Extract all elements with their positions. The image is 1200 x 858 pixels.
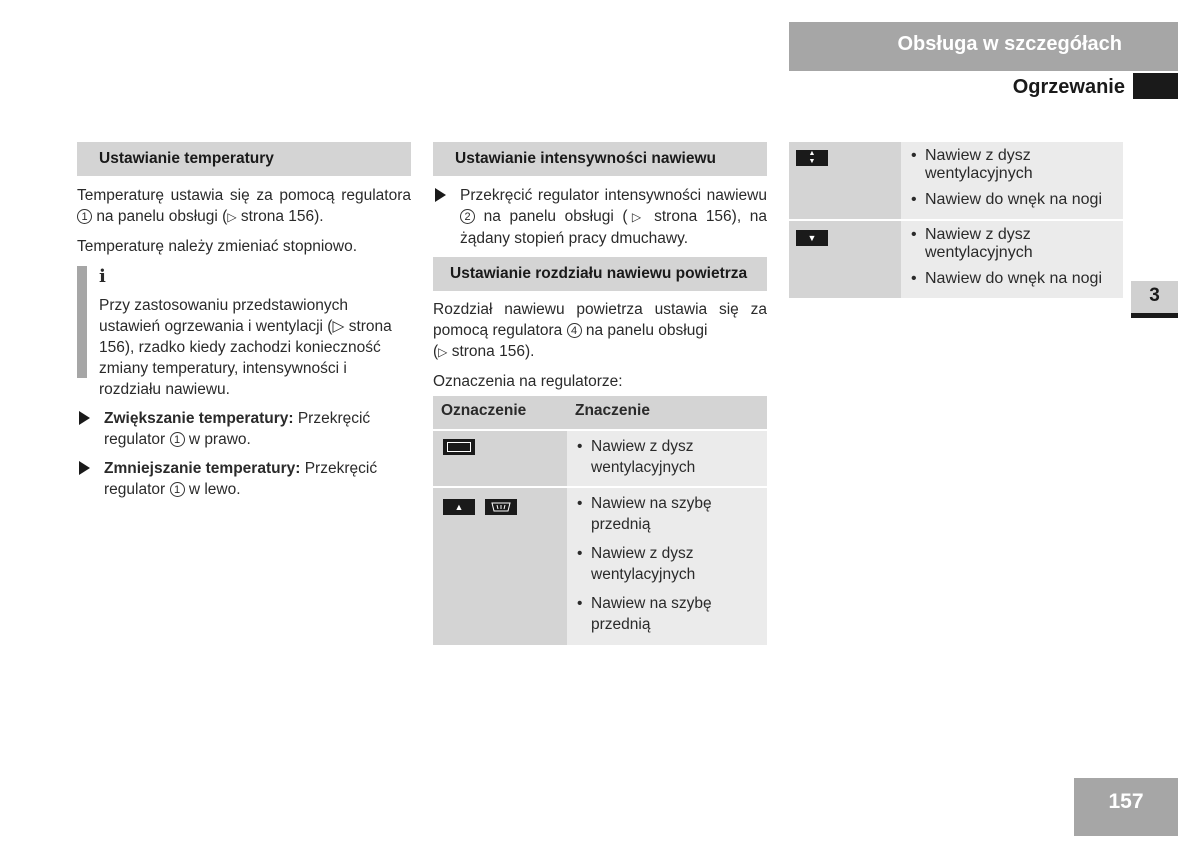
list-item: • Nawiew z dysz wentylacyjnych bbox=[577, 436, 759, 478]
meaning-cell bbox=[567, 430, 767, 487]
windshield-symbol-cell bbox=[433, 487, 567, 645]
control-number-4: 4 bbox=[567, 323, 582, 338]
windshield-defrost-icon bbox=[485, 499, 517, 515]
markings-table bbox=[433, 396, 767, 645]
table-row bbox=[433, 487, 767, 645]
down-arrow-icon: ▼ bbox=[796, 230, 828, 246]
list-item: • Nawiew na szybę przednią bbox=[577, 593, 759, 635]
markings-table-continued bbox=[789, 142, 1123, 298]
meaning-cell bbox=[901, 142, 1123, 220]
control-number-1: 1 bbox=[170, 432, 185, 447]
table-header-marking: Oznaczenie bbox=[433, 396, 567, 430]
step-fan-intensity: Przekręcić regulator intensywności nawiewu 2 na panelu obsługi (▷ strona 156), na żądany stopień pracy dmuchawy. bbox=[433, 185, 767, 249]
page-number: 157 bbox=[1074, 778, 1178, 836]
table-header-meaning: Znaczenie bbox=[567, 396, 767, 430]
control-number-1: 1 bbox=[77, 209, 92, 224]
heading-air-distribution: Ustawianie rozdziału nawiewu powietrza bbox=[433, 257, 767, 291]
step-decrease: Zmniejszanie temperatury: Przekręcić regulator 1 w lewo. bbox=[77, 458, 411, 500]
control-number-1: 1 bbox=[170, 482, 185, 497]
reference-arrow-icon: ▷ bbox=[627, 210, 646, 224]
table-row bbox=[789, 142, 1123, 220]
vent-panel-icon bbox=[443, 439, 475, 455]
table-row bbox=[789, 220, 1123, 298]
paragraph-gradual: Temperaturę należy zmieniać stopniowo. bbox=[77, 238, 357, 255]
step-increase: Zwiększanie temperatury: Przekręcić regulator 1 w prawo. bbox=[77, 408, 411, 450]
step-arrow-icon bbox=[435, 188, 446, 202]
list-item: • Nawiew z dysz wentylacyjnych bbox=[911, 226, 1115, 262]
note-text: Przy zastosowaniu przedstawionych ustawień ogrzewania i wentylacji (▷ strona 156), rzadko kiedy zachodzi konieczność zmiany temperatury, intensywności i rozdziału nawiewu. bbox=[99, 297, 392, 398]
note-bar bbox=[77, 266, 87, 378]
info-note bbox=[77, 266, 411, 400]
list-item: • Nawiew do wnęk na nogi bbox=[911, 270, 1115, 288]
info-icon: i bbox=[99, 266, 106, 287]
section-title: Ogrzewanie bbox=[1012, 76, 1125, 98]
down-symbol-cell bbox=[789, 220, 901, 298]
step-arrow-icon bbox=[79, 411, 90, 425]
chapter-tab: 3 bbox=[1131, 281, 1178, 318]
step-arrow-icon bbox=[79, 461, 90, 475]
chapter-header: Obsługa w szczegółach bbox=[789, 22, 1178, 71]
paragraph-temperature-control: Temperaturę ustawia się za pomocą regulatora 1 na panelu obsługi (▷ strona 156). bbox=[77, 187, 411, 225]
reference-arrow-icon: ▷ bbox=[438, 345, 448, 359]
heading-fan-intensity: Ustawianie intensywności nawiewu bbox=[433, 142, 767, 176]
column-1 bbox=[77, 142, 411, 500]
updown-symbol-cell bbox=[789, 142, 901, 220]
list-item: • Nawiew z dysz wentylacyjnych bbox=[577, 543, 759, 585]
reference-arrow-icon: ▷ bbox=[227, 210, 237, 224]
heading-temperature: Ustawianie temperatury bbox=[77, 142, 411, 176]
up-arrow-icon: ▲ bbox=[443, 499, 475, 515]
meaning-cell bbox=[901, 220, 1123, 298]
paragraph-markings: Oznaczenia na regulatorze: bbox=[433, 373, 623, 390]
control-number-2: 2 bbox=[460, 209, 475, 224]
section-marker bbox=[1133, 73, 1178, 99]
meaning-cell bbox=[567, 487, 767, 645]
paragraph-air-distribution: Rozdział nawiewu powietrza ustawia się za pomocą regulatora 4 na panelu obsługi (▷ strona 156). bbox=[433, 301, 767, 360]
table-row bbox=[433, 430, 767, 487]
vent-symbol-cell bbox=[433, 430, 567, 487]
column-2 bbox=[433, 142, 767, 645]
list-item: • Nawiew z dysz wentylacyjnych bbox=[911, 147, 1115, 183]
list-item: • Nawiew na szybę przednią bbox=[577, 493, 759, 535]
list-item: • Nawiew do wnęk na nogi bbox=[911, 191, 1115, 209]
up-down-arrow-icon: ▲ ▼ bbox=[796, 150, 828, 166]
